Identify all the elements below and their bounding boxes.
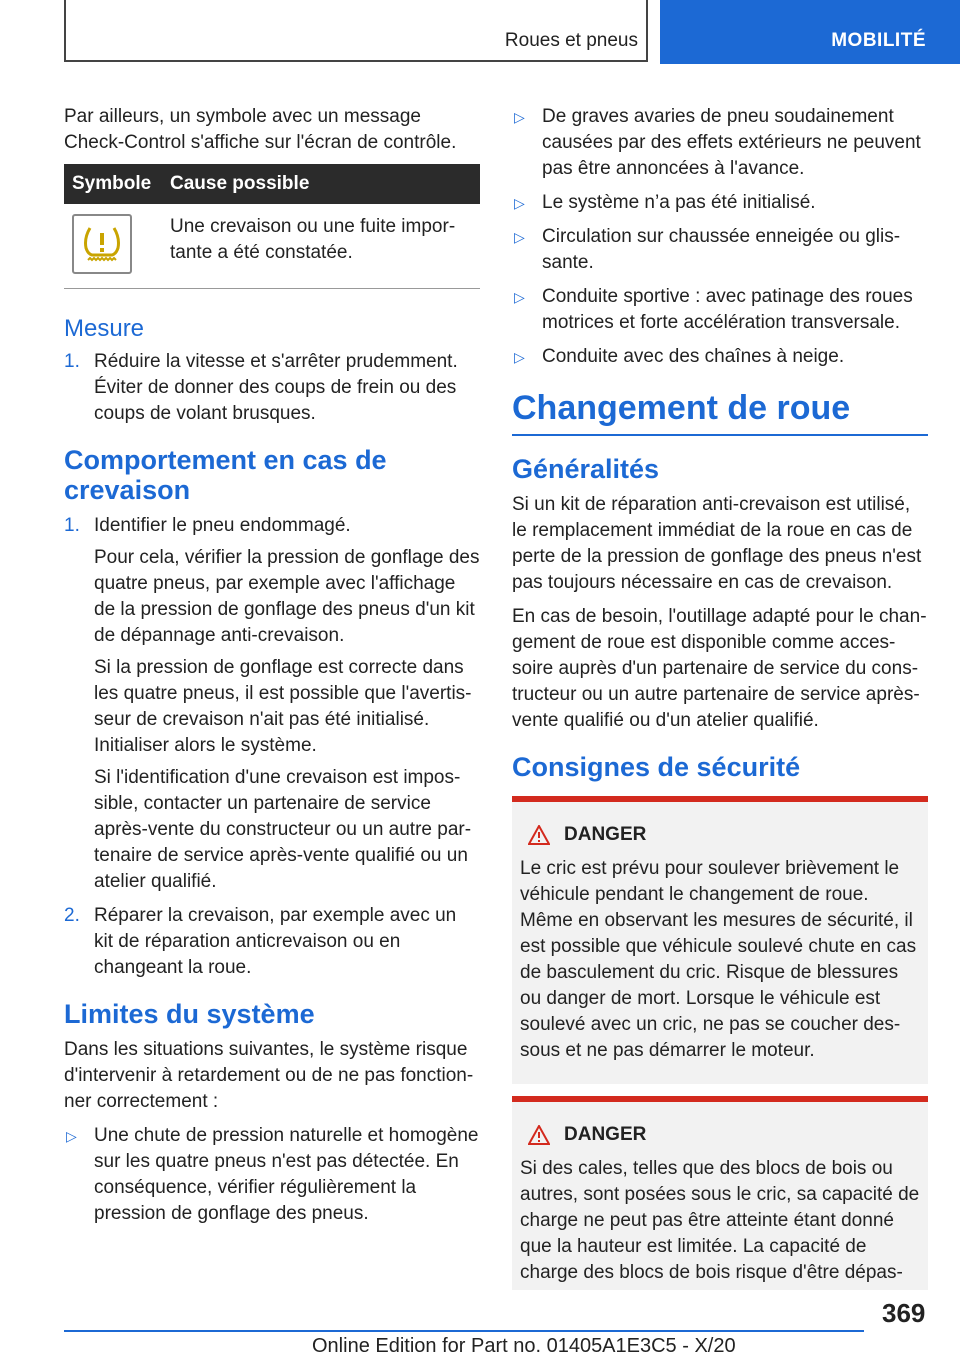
danger-label: DANGER bbox=[564, 1124, 647, 1145]
heading-generalites: Généralités bbox=[512, 454, 660, 484]
danger-title bbox=[528, 822, 920, 848]
danger-title bbox=[528, 1122, 920, 1148]
heading-limites: Limites du système bbox=[64, 999, 315, 1029]
warning-triangle-icon bbox=[528, 825, 550, 845]
tire-pressure-warning-icon bbox=[72, 214, 132, 274]
generalites-paragraph: Si un kit de réparation anti-crevaison est utilisé, le remplacement immédiat de la roue en cas de perte de la pression de gonflage des pneus n'est pas toujours nécessaire en cas de crevaison. bbox=[512, 494, 922, 593]
triangle-bullet-icon: ▷ bbox=[66, 1128, 77, 1144]
heading-comportement: Comportement en cas de crevaison bbox=[64, 445, 387, 505]
list-item-text: Réduire la vitesse et s'arrêter prudemment. Éviter de donner des coups de frein ou des coups de volant brusques. bbox=[94, 351, 458, 424]
table-cell-cause: Une crevaison ou une fuite importante a été constatée. bbox=[162, 204, 480, 289]
list-item-paragraph: Pour cela, vérifier la pression de gonflage des quatre pneus, par exemple avec l'affichage de la pression de gonflage des pneus d'un kit de dépannage anti-crevaison. bbox=[94, 547, 480, 646]
list-item bbox=[512, 344, 928, 370]
table-header-cause: Cause possible bbox=[162, 164, 480, 204]
symbol-table bbox=[64, 164, 480, 289]
triangle-bullet-icon: ▷ bbox=[514, 349, 525, 365]
triangle-bullet-icon: ▷ bbox=[514, 109, 525, 125]
chapter-tab[interactable] bbox=[660, 0, 960, 64]
list-item bbox=[512, 224, 928, 276]
chapter-heading: Changement de roue bbox=[512, 388, 928, 436]
list-item-text: Une chute de pression naturelle et homogène sur les quatre pneus n'est pas détectée. En conséquence, vérifier régulièrement la pression de gonflage des pneus. bbox=[94, 1125, 479, 1224]
list-item-paragraph: Si la pression de gonflage est correcte dans les quatre pneus, il est possible que l'avertisseur de crevaison n'ait pas été initialisé. Initialiser alors le système. bbox=[94, 657, 472, 756]
list-item-text: Conduite sportive : avec patinage des roues motrices et forte accélération transversale. bbox=[542, 286, 913, 333]
chapter-tab-label: MOBILITÉ bbox=[831, 30, 926, 51]
mesure-list bbox=[64, 349, 480, 427]
limites-intro: Dans les situations suivantes, le système risque d'intervenir à retardement ou de ne pas fonctionner correctement : bbox=[64, 1039, 474, 1112]
list-item-text: Réparer la crevaison, par exemple avec un kit de réparation anticrevaison ou en changeant la roue. bbox=[94, 905, 457, 978]
list-item-text: Conduite avec des chaînes à neige. bbox=[542, 346, 845, 367]
list-item bbox=[64, 349, 480, 427]
intro-paragraph: Par ailleurs, un symbole avec un message Check-Control s'affiche sur l'écran de contrôle. bbox=[64, 106, 457, 153]
list-item-text: Le système n’a pas été initialisé. bbox=[542, 192, 816, 213]
heading-mesure: Mesure bbox=[64, 315, 145, 342]
triangle-bullet-icon: ▷ bbox=[514, 195, 525, 211]
limites-list-continued bbox=[512, 104, 928, 370]
warning-triangle-icon bbox=[528, 1125, 550, 1145]
page-number: 369 bbox=[882, 1298, 926, 1328]
limites-list bbox=[64, 1123, 480, 1227]
list-item bbox=[512, 104, 928, 182]
triangle-bullet-icon: ▷ bbox=[514, 229, 525, 245]
danger-box bbox=[512, 796, 928, 1084]
list-number: 2. bbox=[64, 905, 80, 926]
heading-consignes: Consignes de sécurité bbox=[512, 752, 801, 782]
danger-label: DANGER bbox=[564, 824, 647, 845]
list-item-paragraph: Si l'identification d'une crevaison est impossible, contacter un partenaire de service après-vente du constructeur ou un autre partenaire de service après-vente qualifié ou un atelier qualifié. bbox=[94, 767, 472, 892]
comportement-list bbox=[64, 513, 480, 981]
danger-text: Le cric est prévu pour soulever brièvement le véhicule pendant le changement de roue. Même en observant les mesures de sécurité, il est possible que véhicule soulevé chute en cas de basculement du cric. Risque de blessures ou danger de mort. Lorsque le véhicule est soulevé avec un cric, ne pas se coucher dessous et ne pas démarrer le moteur. bbox=[520, 858, 917, 1061]
left-column bbox=[64, 104, 480, 1235]
list-item bbox=[64, 1123, 480, 1227]
footer-divider bbox=[64, 1330, 864, 1332]
danger-box bbox=[512, 1096, 928, 1290]
list-number: 1. bbox=[64, 351, 80, 372]
footer-edition: Online Edition for Part no. 01405A1E3C5 - X/20 bbox=[312, 1335, 736, 1357]
list-item-text: De graves avaries de pneu soudainement causées par des effets extérieurs ne peuvent pas être annoncées à l'avance. bbox=[542, 106, 921, 179]
triangle-bullet-icon: ▷ bbox=[514, 289, 525, 305]
list-item-text: Identifier le pneu endommagé. bbox=[94, 515, 351, 536]
list-item bbox=[64, 903, 480, 981]
table-header-symbol: Symbole bbox=[64, 164, 162, 204]
page-header bbox=[0, 0, 960, 66]
generalites-paragraph: En cas de besoin, l'outillage adapté pour le changement de roue est disponible comme accessoire auprès d'un partenaire de service du constructeur ou un autre partenaire de service après-vente qualifié ou d'un atelier qualifié. bbox=[512, 606, 927, 731]
list-item-text: Circulation sur chaussée enneigée ou glissante. bbox=[542, 226, 901, 273]
list-number: 1. bbox=[64, 515, 80, 536]
list-item bbox=[512, 284, 928, 336]
table-row bbox=[64, 204, 480, 289]
list-item bbox=[64, 513, 480, 895]
section-title: Roues et pneus bbox=[504, 30, 638, 51]
danger-text: Si des cales, telles que des blocs de bois ou autres, sont posées sous le cric, sa capacité de charge ne peut pas être atteinte étant donné que la hauteur est limitée. La capacité de charge des blocs de bois risque d'être dépas- bbox=[520, 1158, 920, 1283]
list-item bbox=[512, 190, 928, 216]
table-cell-symbol bbox=[64, 204, 162, 289]
right-column bbox=[512, 104, 928, 1290]
